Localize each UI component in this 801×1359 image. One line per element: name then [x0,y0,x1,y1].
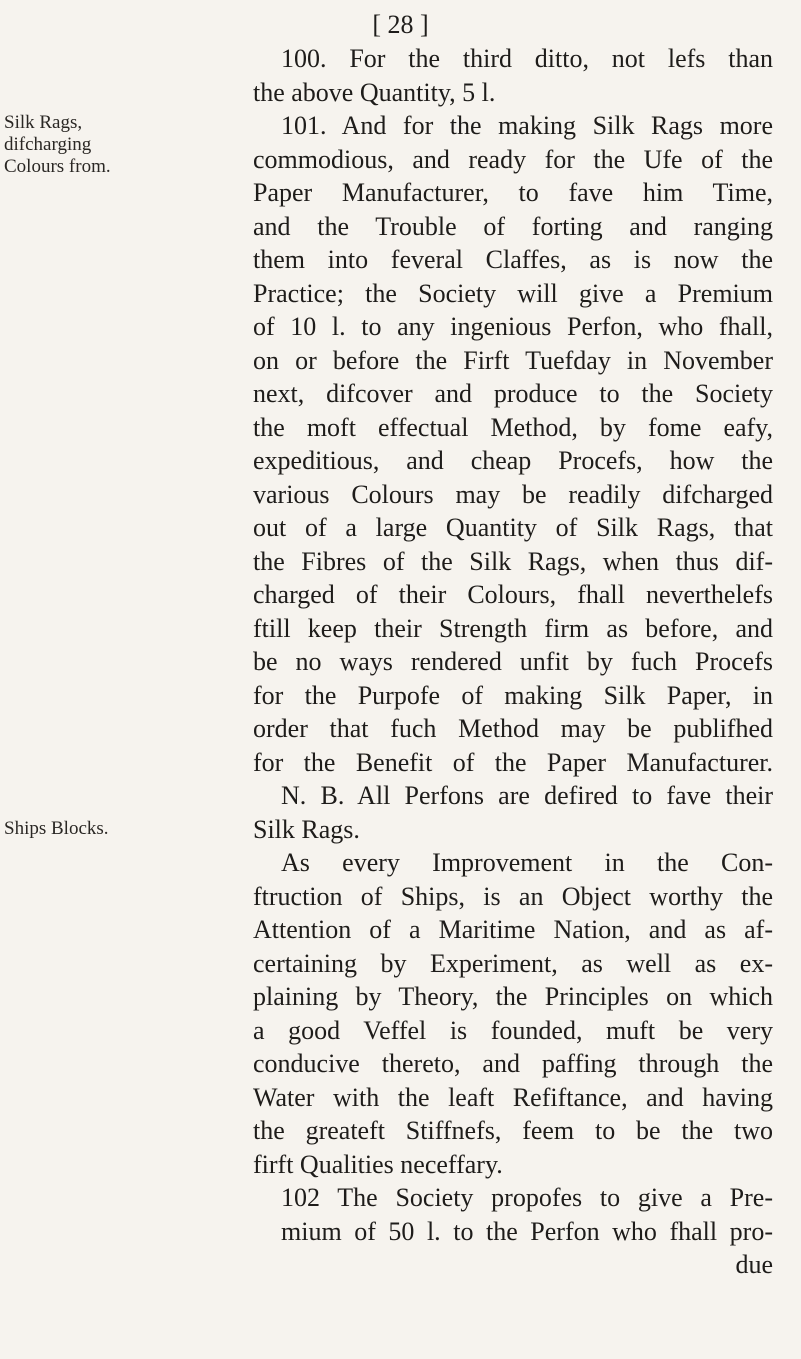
text-line: 101. And for the making Silk Rags more [281,111,773,140]
text-line: for the Benefit of the Paper Manufacturer. [253,747,773,777]
text-line: Silk Rags. [253,814,360,844]
text-line: and the Trouble of forting and ranging [253,211,773,241]
margin-note-ships-blocks [4,818,130,840]
text-line: certaining by Experiment, as well as ex- [253,948,773,978]
text-line: Attention of a Maritime Nation, and as af- [253,915,773,944]
text-line: Practice; the Society will give a Premium [253,278,773,308]
text-line: N. B. All Perfons are defired to fave their [281,781,773,810]
text-line: for the Purpofe of making Silk Paper, in [253,680,773,710]
text-line: ftill keep their Strength firm as before, and [253,613,773,643]
text-line: Paper Manufacturer, to fave him Time, [253,178,773,207]
text-line: 102 The Society propofes to give a Pre- [281,1183,773,1212]
margin-note-silk-rags [4,112,130,178]
margin-note-line: Ships Blocks. [4,818,109,839]
text-line: expeditious, and cheap Procefs, how the [253,446,773,475]
text-line: various Colours may be readily difcharged [253,479,773,509]
text-line: 100. For the third ditto, not lefs than [281,44,773,73]
margin-note-line: difcharging [4,134,92,155]
page-number: [ 28 ] [372,10,429,39]
text-line: firft Qualities neceffary. [253,1149,503,1179]
text-line: a good Veffel is founded, muft be very [253,1015,773,1045]
text-line: Water with the leaft Refiftance, and having [253,1082,773,1112]
text-line: the greateft Stiffnefs, feem to be the two [253,1116,773,1145]
catchword: due [735,1250,773,1279]
text-line: As every Improvement in the Con- [281,848,773,877]
text-line: the moft effectual Method, by fome eafy, [253,412,773,442]
body-text [253,42,773,1282]
text-line: out of a large Quantity of Silk Rags, that [253,513,773,542]
text-line: the Fibres of the Silk Rags, when thus dif- [253,546,773,576]
text-line: them into feveral Claffes, as is now the [253,245,773,274]
margin-note-line: Colours from. [4,156,111,177]
text-line: on or before the Firft Tuefday in November [253,345,773,375]
text-line: plaining by Theory, the Principles on which [253,982,773,1011]
text-line: ftruction of Ships, is an Object worthy the [253,881,773,911]
text-line: commodious, and ready for the Ufe of the [253,144,773,174]
text-line: be no ways rendered unfit by fuch Procefs [253,647,773,676]
text-line: conducive thereto, and paffing through the [253,1049,773,1078]
text-line: order that fuch Method may be publifhed [253,714,773,743]
text-line: charged of their Colours, fhall neverthelefs [253,580,773,609]
text-line: mium of 50 l. to the Perfon who fhall pro- [281,1216,773,1246]
text-line: next, difcover and produce to the Society [253,379,773,408]
margin-note-line: Silk Rags, [4,112,83,133]
text-line: of 10 l. to any ingenious Perfon, who fhall, [253,312,773,341]
text-line: the above Quantity, 5 l. [253,77,496,107]
